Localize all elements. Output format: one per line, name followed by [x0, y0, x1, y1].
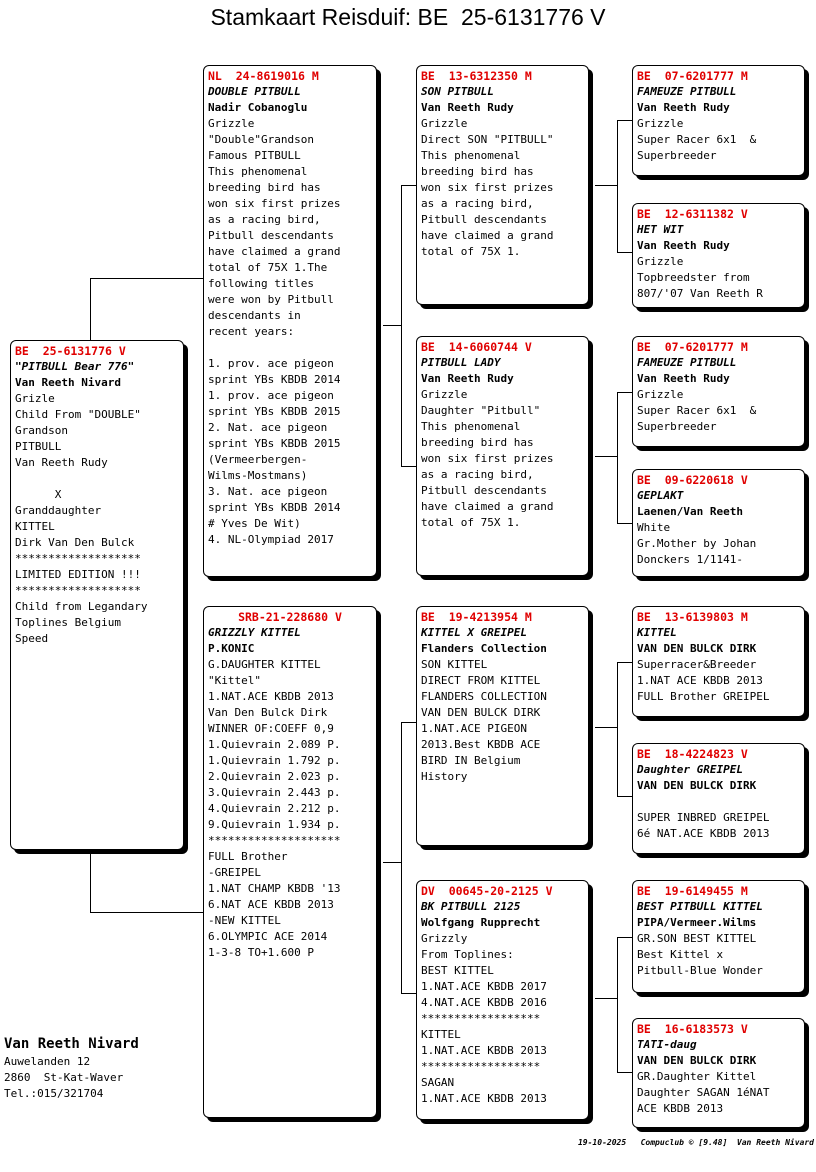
info-line: DIRECT FROM KITTEL: [421, 674, 541, 687]
dam-sire-card: [416, 606, 589, 846]
connector-line: [401, 722, 402, 994]
info-line: "Double"Grandson: [208, 133, 314, 146]
sire-sire-card: [416, 65, 589, 305]
info-line: have claimed a grand: [208, 245, 341, 258]
info-line: Wilms-Mostmans): [208, 469, 308, 482]
connector-line: [90, 912, 205, 913]
pigeon-name: KITTEL X GREIPEL: [421, 626, 527, 639]
info-line: *******************: [15, 552, 141, 565]
info-line: ********************: [208, 834, 341, 847]
pigeon-name: PITBULL LADY: [421, 356, 501, 369]
info-line: 1.Quievrain 1.792 p.: [208, 754, 341, 767]
info-line: # Yves De Wit): [208, 517, 301, 530]
info-line: Topbreedster from: [637, 271, 750, 284]
pigeon-name: SON PITBULL: [421, 85, 494, 98]
info-line: Dirk Van Den Bulck: [15, 536, 135, 549]
info-line: Daughter SAGAN 1éNAT: [637, 1086, 770, 1099]
info-line: recent years:: [208, 325, 295, 338]
owner-address: Auwelanden 12: [4, 1055, 91, 1068]
info-line: X: [15, 488, 62, 501]
connector-line: [90, 278, 91, 340]
info-line: 1.NAT.ACE KBDB 2017: [421, 980, 547, 993]
info-line: 1.NAT.ACE PIGEON: [421, 722, 527, 735]
info-line: 1. prov. ace pigeon: [208, 389, 334, 402]
ring-number: BE 16-6183573 V: [637, 1022, 748, 1036]
info-line: Pitbull descendants: [421, 213, 547, 226]
info-line: SUPER INBRED GREIPEL: [637, 811, 770, 824]
info-line: WINNER OF:COEFF 0,9: [208, 722, 334, 735]
connector-line: [617, 120, 618, 253]
info-line: VAN DEN BULCK DIRK: [421, 706, 541, 719]
info-line: This phenomenal: [421, 420, 521, 433]
great-grandparent-card: [632, 65, 805, 176]
info-line: breeding bird has: [208, 181, 321, 194]
info-line: 3. Nat. ace pigeon: [208, 485, 328, 498]
pigeon-name: HET WIT: [637, 223, 684, 236]
info-line: ******************: [421, 1012, 541, 1025]
pigeon-name: GEPLAKT: [637, 489, 684, 502]
great-grandparent-card: [632, 1018, 805, 1128]
info-line: 4.Quievrain 2.212 p.: [208, 802, 341, 815]
breeder-name: VAN DEN BULCK DIRK: [637, 642, 757, 655]
info-line: following titles: [208, 277, 314, 290]
info-line: SON KITTEL: [421, 658, 488, 671]
pigeon-name: TATI-daug: [637, 1038, 697, 1051]
info-line: (Vermeerbergen-: [208, 453, 308, 466]
info-line: -NEW KITTEL: [208, 914, 281, 927]
info-line: Gr.Mother by Johan: [637, 537, 757, 550]
info-line: 2. Nat. ace pigeon: [208, 421, 328, 434]
info-line: G.DAUGHTER KITTEL: [208, 658, 321, 671]
info-line: Toplines Belgium: [15, 616, 121, 629]
pigeon-name: Daughter GREIPEL: [637, 763, 743, 776]
breeder-name: Van Reeth Rudy: [637, 101, 730, 114]
connector-line: [595, 727, 618, 728]
owner-phone: Tel.:015/321704: [4, 1087, 104, 1100]
info-line: 6.NAT ACE KBDB 2013: [208, 898, 334, 911]
info-line: LIMITED EDITION !!!: [15, 568, 141, 581]
info-line: sprint YBs KBDB 2014: [208, 373, 341, 386]
info-line: 1. prov. ace pigeon: [208, 357, 334, 370]
info-line: 1.Quievrain 2.089 P.: [208, 738, 341, 751]
connector-line: [595, 185, 618, 186]
info-line: 1.NAT ACE KBDB 2013: [637, 674, 763, 687]
info-line: This phenomenal: [421, 149, 521, 162]
info-line: 4.NAT.ACE KBDB 2016: [421, 996, 547, 1009]
breeder-name: Laenen/Van Reeth: [637, 505, 743, 518]
ring-number: BE 07-6201777 M: [637, 69, 748, 83]
pigeon-name: "PITBULL Bear 776": [15, 360, 135, 373]
connector-line: [617, 392, 618, 524]
info-line: Speed: [15, 632, 49, 645]
info-line: 6.OLYMPIC ACE 2014: [208, 930, 328, 943]
info-line: ******************: [421, 1060, 541, 1073]
connector-line: [595, 456, 618, 457]
info-line: [208, 340, 372, 356]
info-line: total of 75X 1.: [421, 516, 521, 529]
info-line: GR.SON BEST KITTEL: [637, 932, 757, 945]
info-line: FLANDERS COLLECTION: [421, 690, 547, 703]
info-line: Grizzle: [637, 117, 684, 130]
connector-line: [617, 937, 633, 938]
info-line: BIRD IN Belgium: [421, 754, 521, 767]
info-line: Super Racer 6x1 &: [637, 404, 757, 417]
connector-line: [617, 937, 618, 1073]
info-line: as a racing bird,: [421, 468, 534, 481]
sire-card: [203, 65, 377, 577]
sire-dam-card: [416, 336, 589, 576]
info-line: Best Kittel x: [637, 948, 724, 961]
info-line: PITBULL: [15, 440, 62, 453]
breeder-name: Nadir Cobanoglu: [208, 101, 308, 114]
info-line: Grizle: [15, 392, 55, 405]
info-line: 2013.Best KBDB ACE: [421, 738, 541, 751]
info-line: sprint YBs KBDB 2014: [208, 501, 341, 514]
info-line: 6é NAT.ACE KBDB 2013: [637, 827, 770, 840]
great-grandparent-card: [632, 606, 805, 717]
connector-line: [617, 392, 633, 393]
ring-number: BE 19-6149455 M: [637, 884, 748, 898]
info-line: Van Den Bulck Dirk: [208, 706, 328, 719]
info-line: BEST KITTEL: [421, 964, 494, 977]
info-line: FULL Brother: [208, 850, 288, 863]
info-line: breeding bird has: [421, 436, 534, 449]
info-line: Pitbull-Blue Wonder: [637, 964, 763, 977]
info-line: -GREIPEL: [208, 866, 261, 879]
breeder-name: Flanders Collection: [421, 642, 547, 655]
pigeon-name: FAMEUZE PITBULL: [637, 85, 737, 98]
info-line: Super Racer 6x1 &: [637, 133, 757, 146]
info-line: sprint YBs KBDB 2015: [208, 437, 341, 450]
connector-line: [383, 862, 402, 863]
info-line: Grizzle: [421, 388, 468, 401]
info-line: Child from Legandary: [15, 600, 148, 613]
info-line: 807/'07 Van Reeth R: [637, 287, 763, 300]
info-line: total of 75X 1.The: [208, 261, 328, 274]
pigeon-name: BEST PITBULL KITTEL: [637, 900, 763, 913]
owner-block: [4, 1034, 139, 1102]
info-line: Grizzle: [421, 117, 468, 130]
dam-card: [203, 606, 377, 1118]
info-line: Superbreeder: [637, 420, 717, 433]
breeder-name: Wolfgang Rupprecht: [421, 916, 541, 929]
info-line: SAGAN: [421, 1076, 455, 1089]
info-line: sprint YBs KBDB 2015: [208, 405, 341, 418]
ring-number: DV 00645-20-2125 V: [421, 884, 553, 898]
breeder-name: Van Reeth Rudy: [637, 372, 730, 385]
info-line: Superbreeder: [637, 149, 717, 162]
info-line: History: [421, 770, 468, 783]
ring-number: SRB-21-228680 V: [238, 610, 342, 624]
footer-credit: 19-10-2025 Compuclub © [9.48] Van Reeth Nivard: [577, 1138, 814, 1147]
info-line: ACE KBDB 2013: [637, 1102, 724, 1115]
info-line: Pitbull descendants: [208, 229, 334, 242]
info-line: KITTEL: [15, 520, 55, 533]
owner-name: Van Reeth Nivard: [4, 1036, 139, 1052]
info-line: "Kittel": [208, 674, 261, 687]
owner-city: 2860 St-Kat-Waver: [4, 1071, 124, 1084]
great-grandparent-card: [632, 880, 805, 993]
info-line: breeding bird has: [421, 165, 534, 178]
ring-number: BE 19-4213954 M: [421, 610, 532, 624]
info-line: as a racing bird,: [421, 197, 534, 210]
info-line: KITTEL: [421, 1028, 461, 1041]
connector-line: [401, 185, 417, 186]
page-title: Stamkaart Reisduif: BE 25-6131776 V: [210, 4, 606, 30]
connector-line: [383, 325, 402, 326]
info-line: 1.NAT.ACE KBDB 2013: [208, 690, 334, 703]
info-line: 3.Quievrain 2.443 p.: [208, 786, 341, 799]
info-line: as a racing bird,: [208, 213, 321, 226]
connector-line: [617, 523, 633, 524]
info-line: Daughter "Pitbull": [421, 404, 541, 417]
info-line: This phenomenal: [208, 165, 308, 178]
info-line: Direct SON "PITBULL": [421, 133, 554, 146]
info-line: 2.Quievrain 2.023 p.: [208, 770, 341, 783]
connector-line: [617, 662, 618, 797]
info-line: Grizzle: [208, 117, 255, 130]
connector-line: [617, 120, 633, 121]
info-line: 9.Quievrain 1.934 p.: [208, 818, 341, 831]
info-line: Grizzly: [421, 932, 468, 945]
breeder-name: Van Reeth Rudy: [637, 239, 730, 252]
breeder-name: P.KONIC: [208, 642, 255, 655]
ring-number: NL 24-8619016 M: [208, 69, 319, 83]
breeder-name: Van Reeth Rudy: [421, 372, 514, 385]
info-line: Pitbull descendants: [421, 484, 547, 497]
pigeon-name: GRIZZLY KITTEL: [208, 626, 301, 639]
great-grandparent-card: [632, 203, 805, 308]
ring-number: BE 13-6139803 M: [637, 610, 748, 624]
info-line: Van Reeth Rudy: [15, 456, 108, 469]
connector-line: [617, 796, 633, 797]
ring-number: BE 13-6312350 M: [421, 69, 532, 83]
connector-line: [401, 722, 417, 723]
info-line: won six first prizes: [421, 181, 554, 194]
info-line: Child From "DOUBLE": [15, 408, 141, 421]
connector-line: [617, 1072, 633, 1073]
pigeon-name: FAMEUZE PITBULL: [637, 356, 737, 369]
info-line: have claimed a grand: [421, 500, 554, 513]
ring-number: BE 18-4224823 V: [637, 747, 748, 761]
subject-pigeon-card: [10, 340, 184, 850]
info-line: Grizzle: [637, 388, 684, 401]
info-line: FULL Brother GREIPEL: [637, 690, 770, 703]
info-line: 4. NL-Olympiad 2017: [208, 533, 334, 546]
info-line: were won by Pitbull: [208, 293, 334, 306]
info-line: *******************: [15, 584, 141, 597]
info-line: Famous PITBULL: [208, 149, 301, 162]
connector-line: [90, 278, 205, 279]
connector-line: [401, 185, 402, 467]
info-line: [637, 794, 800, 810]
connector-line: [617, 252, 633, 253]
breeder-name: PIPA/Vermeer.Wilms: [637, 916, 757, 929]
dam-dam-card: [416, 880, 589, 1120]
breeder-name: Van Reeth Rudy: [421, 101, 514, 114]
info-line: descendants in: [208, 309, 301, 322]
info-line: White: [637, 521, 671, 534]
great-grandparent-card: [632, 743, 805, 854]
ring-number: BE 07-6201777 M: [637, 340, 748, 354]
info-line: [15, 471, 179, 487]
connector-line: [401, 466, 417, 467]
ring-number: BE 09-6220618 V: [637, 473, 748, 487]
great-grandparent-card: [632, 336, 805, 447]
pigeon-name: DOUBLE PITBULL: [208, 85, 301, 98]
info-line: From Toplines:: [421, 948, 514, 961]
pigeon-name: BK PITBULL 2125: [421, 900, 521, 913]
great-grandparent-card: [632, 469, 805, 577]
breeder-name: Van Reeth Nivard: [15, 376, 121, 389]
info-line: Donckers 1/1141-: [637, 553, 743, 566]
info-line: 1.NAT.ACE KBDB 2013: [421, 1092, 547, 1105]
info-line: 1.NAT CHAMP KBDB '13: [208, 882, 341, 895]
info-line: Grandson: [15, 424, 68, 437]
info-line: have claimed a grand: [421, 229, 554, 242]
ring-number: BE 14-6060744 V: [421, 340, 532, 354]
info-line: GR.Daughter Kittel: [637, 1070, 757, 1083]
info-line: Granddaughter: [15, 504, 102, 517]
info-line: total of 75X 1.: [421, 245, 521, 258]
info-line: won six first prizes: [421, 452, 554, 465]
ring-number: BE 25-6131776 V: [15, 344, 126, 358]
connector-line: [595, 998, 618, 999]
connector-line: [401, 993, 417, 994]
pigeon-name: KITTEL: [637, 626, 677, 639]
breeder-name: VAN DEN BULCK DIRK: [637, 779, 757, 792]
connector-line: [90, 850, 91, 912]
connector-line: [617, 662, 633, 663]
breeder-name: VAN DEN BULCK DIRK: [637, 1054, 757, 1067]
info-line: 1-3-8 TO+1.600 P: [208, 946, 314, 959]
info-line: Grizzle: [637, 255, 684, 268]
ring-number: BE 12-6311382 V: [637, 207, 748, 221]
info-line: Superracer&Breeder: [637, 658, 757, 671]
info-line: 1.NAT.ACE KBDB 2013: [421, 1044, 547, 1057]
info-line: won six first prizes: [208, 197, 341, 210]
